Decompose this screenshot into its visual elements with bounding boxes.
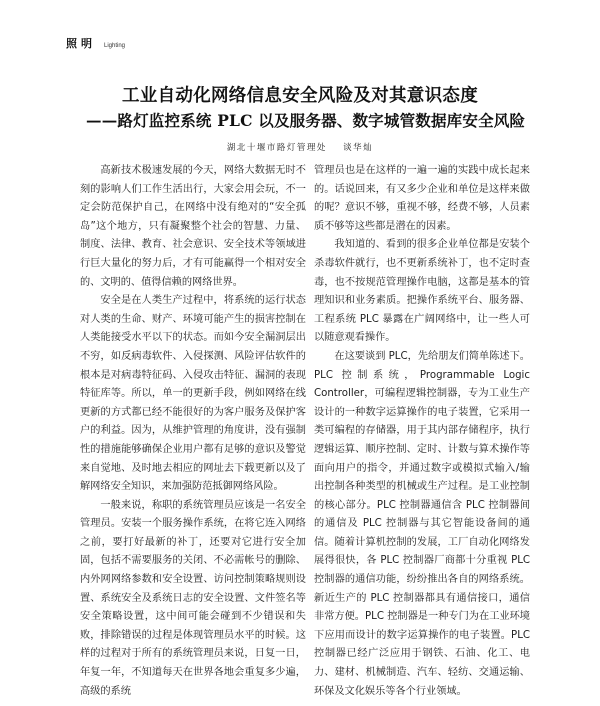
author-name: 谈华灿 xyxy=(343,143,374,153)
paragraph: 管理员也是在这样的一遍一遍的实践中成长起来的。话说回来，有又多少企业和单位是这样来做的呢？意识不够，重视不够，经费不够，人员素质不够等这些都是潜在的因素。 xyxy=(314,165,530,232)
paragraph: 我知道的、看到的很多企业单位都是安装个杀毒软件就行，也不更新系统补丁，也不定时查毒，也不按规范管理操作电脑，这都是基本的管理知识和业务素质。把操作系统平台、服务器、工程系统 PLC 暴露在广阔网络中，让一些人可以随意观看操作。 xyxy=(314,239,530,344)
section-label-english: Lighting xyxy=(104,43,126,49)
section-label: 照明 xyxy=(66,37,96,50)
paragraph: 在这要谈到 PLC，先给朋友们简单陈述下。PLC 控制系统，Programmable Logic Controller，可编程逻辑控制器，专为工业生产设计的一种数字运算操作的电子装置，它采用一类可编程的存储器，用于其内部存储程序，执行逻辑运算、顺序控制、定时、计数与算术操作等面向用户的指令，并通过数字或模拟式输入/输出控制各种类型的机械或生产过程。是工业控制的核心部分。PLC 控制器通信含 PLC 控制器间的通信及 PLC 控制器与其它智能设备间的通信。随着计算机控制的发展，工厂自动化网络发展得很快，各 PLC 控制器厂商都十分重视 PLC 控制器的通信功能，纷纷推出各自的网络系统。新近生产的 PLC 控制器都具有通信接口，通信非常方便。PLC 控制器是一种专门为在工业环境下应用而设计的数字运算操作的电子装置。PLC 控制器已经广泛应用于钢铁、石油、化工、电力、建材、机械制造、汽车、轻纺、交通运输、环保及文化娱乐等各个行业领域。 xyxy=(314,350,530,697)
body-column-left xyxy=(80,162,306,701)
article-title: 工业自动化网络信息安全风险及对其意识态度 xyxy=(122,86,478,106)
body-column-right xyxy=(314,162,530,701)
running-header xyxy=(66,37,125,53)
paragraph: 一般来说，称职的系统管理员应该是一名安全管理员。安装一个服务操作系统，在将它连入网络之前，要打好最新的补丁，还要对它进行安全加固，包括不需要服务的关闭、不必需帐号的删除、内外网网络参数和安全设置、访问控制策略规则设置、系统安全及系统日志的安全设置、文件签名等安全策略设置，这中间可能会碰到不少错误和失败，排除错误的过程是体现管理员水平的时候。这样的过程对于所有的系统管理员来说，日复一日，年复一年，不知道每天在世界各地会重复多少遍，高级的系统 xyxy=(80,499,306,697)
paragraph: 高新技术极速发展的今天，网络大数据无时不刻的影响人们工作生活出行，大家会用会玩，不一定会防范保护自己，在网络中没有绝对的“安全孤岛”这个地方，只有凝聚整个社会的智慧、力量、制度、法律、教育、社会意识、安全技术等领域进行巨大量化的努力后，才有可能赢得一个相对安全的、文明的、值得信赖的网络世界。 xyxy=(80,165,306,288)
author-affiliation: 湖北十堰市路灯管理处 xyxy=(226,143,327,153)
article-subtitle: ——路灯监控系统 PLC 以及服务器、数字城管数据库安全风险 xyxy=(86,111,526,130)
byline xyxy=(0,142,600,154)
paragraph: 安全是在人类生产过程中，将系统的运行状态对人类的生命、财产、环境可能产生的损害控制在人类能接受水平以下的状态。而如今安全漏洞层出不穷，如反病毒软件、入侵探测、风险评估软件的根本是对病毒特征码、入侵攻击特征、漏洞的表现特征库等。所以，单一的更新手段，例如网络在线更新的方式都已经不能很好的为客户服务及保护客户的利益。因为，从维护管理的角度讲，没有强制性的措施能够确保企业用户都有足够的意识及警觉来自觉地、及时地去相应的网址去下载更新以及了解网络安全知识，来加强防范抵御网络风险。 xyxy=(80,295,306,493)
